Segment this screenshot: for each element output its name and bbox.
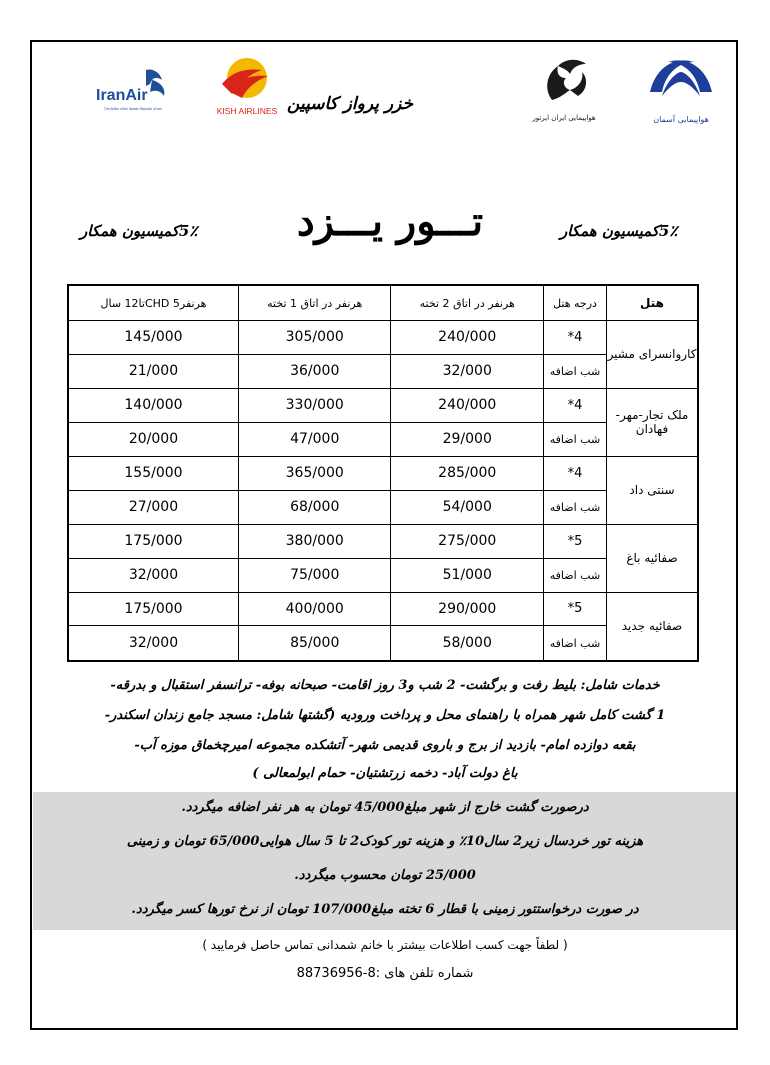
aseman-wordmark: هواپیمایی آسمان <box>653 115 709 124</box>
table-row <box>68 456 698 490</box>
agency-name: خزر پرواز کاسپین <box>287 94 413 114</box>
price-double: 240/000 <box>391 388 544 422</box>
price-child: 145/000 <box>68 321 238 355</box>
note-outside-city-tour: درصورت گشت خارج از شهر مبلغ45/000 تومان به هر نفر اضافه میگردد. <box>181 800 589 815</box>
extra-child: 32/000 <box>68 558 238 592</box>
price-double: 285/000 <box>391 456 544 490</box>
table-row <box>68 388 698 422</box>
hotel-name: صفائیه باغ <box>607 524 699 592</box>
contact-phones: شماره تلفن های :8-88736956 <box>296 966 474 981</box>
extra-night-label: شب اضافه <box>544 422 607 456</box>
header-hotel: هتل <box>607 285 699 321</box>
note-train-option: در صورت درخواستتور زمینی با قطار 6 تخته مبلغ107/000 تومان از نرخ تورها کسر میگردد. <box>131 902 639 917</box>
table-row <box>68 321 698 355</box>
iranair-wordmark: IranAir <box>96 87 148 104</box>
price-single: 400/000 <box>238 592 391 626</box>
hotel-name: صفائیه جدید <box>607 592 699 661</box>
price-child: 155/000 <box>68 456 238 490</box>
hotel-grade: 4* <box>544 456 607 490</box>
extra-double: 29/000 <box>391 422 544 456</box>
extra-child: 20/000 <box>68 422 238 456</box>
table-row-extra <box>68 490 698 524</box>
extra-single: 75/000 <box>238 558 391 592</box>
extra-single: 47/000 <box>238 422 391 456</box>
extra-double: 51/000 <box>391 558 544 592</box>
extra-child: 32/000 <box>68 626 238 661</box>
iranair-logo <box>94 66 174 114</box>
header-child: هرنفرCHD 5تا12 سال <box>68 285 238 321</box>
tour-title: تـــور یـــزد <box>296 198 484 245</box>
extra-single: 68/000 <box>238 490 391 524</box>
extra-night-label: شب اضافه <box>544 626 607 661</box>
kish-wordmark: KISH AIRLINES <box>216 106 278 116</box>
hotel-grade: 5* <box>544 592 607 626</box>
price-double: 290/000 <box>391 592 544 626</box>
price-single: 330/000 <box>238 388 391 422</box>
services-line-2: 1 گشت کامل شهر همراه با راهنمای محل و پرداخت ورودیه (گشتها شامل: مسجد جامع زندان اسکندر- <box>104 708 666 723</box>
iranair-tagline: The Airline of the Islamic Republic of Iran <box>104 107 162 111</box>
table-row-extra <box>68 422 698 456</box>
services-line-4: باغ دولت آباد- دخمه زرتشتیان- حمام ابولمعالی ) <box>252 766 518 781</box>
services-line-1: خدمات شامل: بلیط رفت و برگشت- 2 شب و3 روز اقامت- صبحانه بوفه- ترانسفر استقبال و بدرقه- <box>110 678 660 693</box>
header-double: هرنفر در اتاق 2 تخته <box>391 285 544 321</box>
extra-single: 36/000 <box>238 354 391 388</box>
extra-night-label: شب اضافه <box>544 354 607 388</box>
price-double: 275/000 <box>391 524 544 558</box>
table-row-extra <box>68 354 698 388</box>
price-child: 175/000 <box>68 524 238 558</box>
aseman-logo <box>642 52 720 132</box>
extra-single: 85/000 <box>238 626 391 661</box>
table-row-extra <box>68 558 698 592</box>
hotel-name: کاروانسرای مشیر <box>607 321 699 389</box>
extra-double: 54/000 <box>391 490 544 524</box>
table-row <box>68 524 698 558</box>
price-single: 380/000 <box>238 524 391 558</box>
extra-double: 58/000 <box>391 626 544 661</box>
table-header-row <box>68 285 698 321</box>
note-child-pricing-cont: 25/000 تومان محسوب میگردد. <box>294 868 476 883</box>
extra-night-label: شب اضافه <box>544 558 607 592</box>
services-line-3: بقعه دوازده امام- بازدید از برج و باروی قدیمی شهر- آتشکده مجموعه امیرچخماق موزه آب- <box>134 738 636 753</box>
hotel-grade: 4* <box>544 321 607 355</box>
iran-airtour-logo <box>522 50 607 126</box>
table-row-extra <box>68 626 698 661</box>
extra-double: 32/000 <box>391 354 544 388</box>
iran-airtour-wordmark: هواپیمایی ایران ایرتور <box>532 114 596 122</box>
commission-right: 5٪کمیسیون همکار <box>560 222 678 240</box>
commission-left: 5٪کمیسیون همکار <box>80 222 198 240</box>
extra-child: 27/000 <box>68 490 238 524</box>
extra-child: 21/000 <box>68 354 238 388</box>
header-grade: درجه هتل <box>544 285 607 321</box>
airline-logos <box>32 48 736 138</box>
price-single: 365/000 <box>238 456 391 490</box>
price-child: 175/000 <box>68 592 238 626</box>
price-single: 305/000 <box>238 321 391 355</box>
hotel-name: ملک تجار-مهر- فهادان <box>607 388 699 456</box>
header-single: هرنفر در اتاق 1 تخته <box>238 285 391 321</box>
hotel-grade: 4* <box>544 388 607 422</box>
extra-night-label: شب اضافه <box>544 490 607 524</box>
note-child-pricing: هزینه تور خردسال زیر2 سال10٪ و هزینه تور کودک2 تا 5 سال هوایی65/000 تومان و زمینی <box>126 834 644 849</box>
price-double: 240/000 <box>391 321 544 355</box>
hotel-name: سنتی داد <box>607 456 699 524</box>
table-row <box>68 592 698 626</box>
hotel-grade: 5* <box>544 524 607 558</box>
hotel-rates-table <box>67 284 699 662</box>
contact-note: ( لطفاً جهت کسب اطلاعات بیشتر با خانم شمدانی تماس حاصل فرمایید ) <box>202 938 568 952</box>
price-child: 140/000 <box>68 388 238 422</box>
